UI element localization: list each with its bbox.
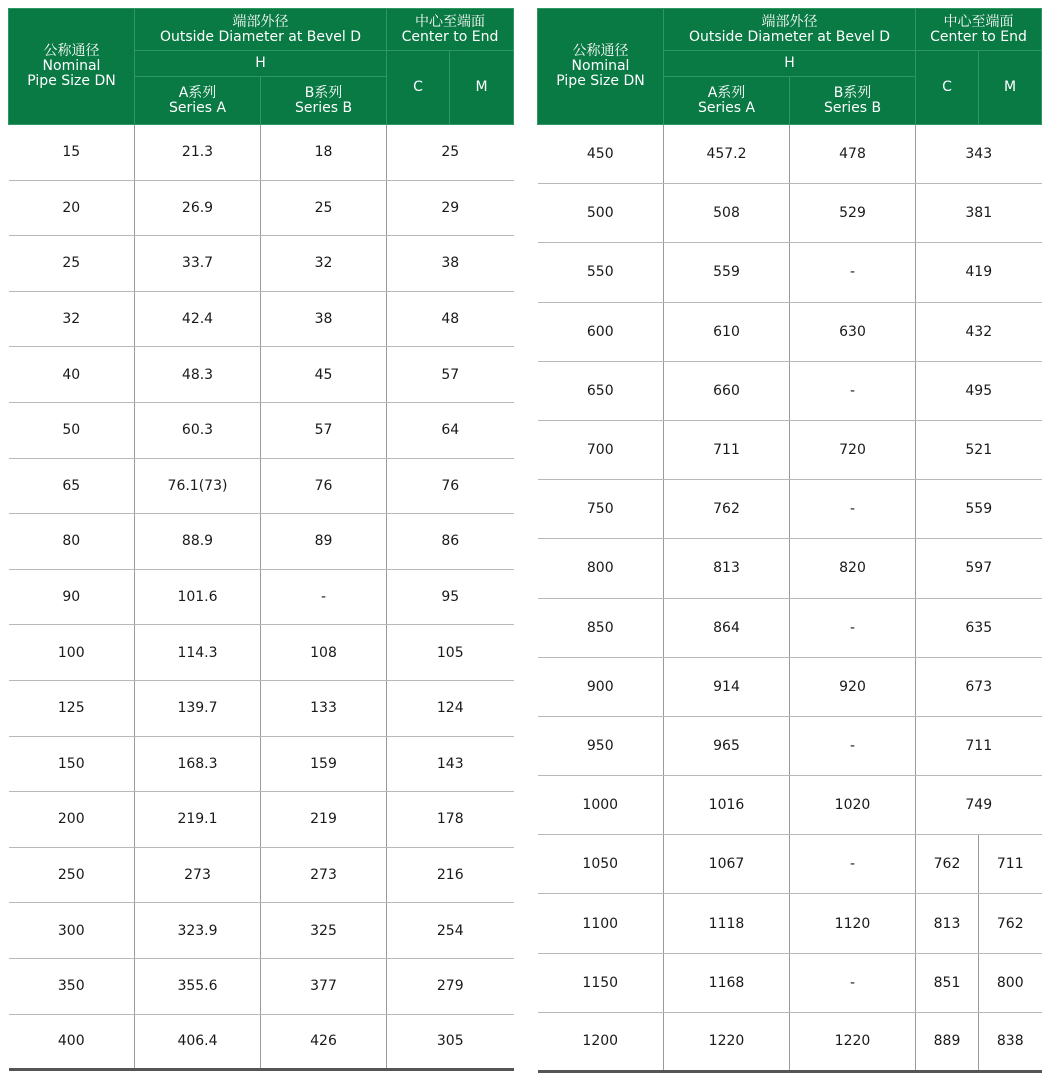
cell-dn: 850 bbox=[538, 598, 664, 657]
cell-dn: 350 bbox=[9, 958, 135, 1014]
cell-series-a: 168.3 bbox=[135, 736, 261, 792]
table-row bbox=[538, 420, 1042, 479]
header-series-b-en: Series B bbox=[823, 99, 882, 116]
cell-center-to-end: 279 bbox=[387, 958, 514, 1014]
header-series-b bbox=[261, 77, 387, 125]
header-h: H bbox=[135, 51, 387, 77]
cell-series-b: 108 bbox=[261, 625, 387, 681]
table-row bbox=[9, 291, 514, 347]
table-row bbox=[538, 776, 1042, 835]
cell-series-b: 76 bbox=[261, 458, 387, 514]
header-od-cn: 端部外径 bbox=[761, 13, 818, 30]
cell-dn: 32 bbox=[9, 291, 135, 347]
header-series-a bbox=[664, 77, 790, 125]
header-nominal-pipe-size bbox=[538, 9, 664, 125]
cell-series-b: 1220 bbox=[790, 1012, 916, 1071]
header-ce-en: Center to End bbox=[401, 28, 499, 45]
cell-dn: 800 bbox=[538, 539, 664, 598]
table-row bbox=[538, 657, 1042, 716]
cell-dn: 125 bbox=[9, 680, 135, 736]
cell-center-to-end: 597 bbox=[916, 539, 1042, 598]
cell-series-a: 76.1(73) bbox=[135, 458, 261, 514]
header-c: C bbox=[916, 51, 979, 125]
header-m: M bbox=[979, 51, 1042, 125]
table-row bbox=[538, 302, 1042, 361]
header-dn-en1: Nominal bbox=[571, 58, 630, 74]
table-row bbox=[9, 569, 514, 625]
cell-series-a: 33.7 bbox=[135, 236, 261, 292]
cell-series-a: 1067 bbox=[664, 835, 790, 894]
cell-dn: 25 bbox=[9, 236, 135, 292]
pipe-size-table-right bbox=[537, 8, 1042, 1073]
cell-series-a: 42.4 bbox=[135, 291, 261, 347]
cell-series-a: 610 bbox=[664, 302, 790, 361]
table-row bbox=[9, 680, 514, 736]
cell-center-to-end: 64 bbox=[387, 402, 514, 458]
cell-series-b: 273 bbox=[261, 847, 387, 903]
header-series-a-en: Series A bbox=[697, 99, 756, 116]
cell-series-a: 48.3 bbox=[135, 347, 261, 403]
cell-m: 762 bbox=[979, 894, 1042, 953]
cell-dn: 300 bbox=[9, 903, 135, 959]
cell-dn: 750 bbox=[538, 480, 664, 539]
cell-dn: 1100 bbox=[538, 894, 664, 953]
header-series-a bbox=[135, 77, 261, 125]
table-row bbox=[9, 347, 514, 403]
cell-dn: 40 bbox=[9, 347, 135, 403]
cell-series-b: - bbox=[790, 953, 916, 1012]
cell-series-a: 559 bbox=[664, 243, 790, 302]
cell-series-a: 323.9 bbox=[135, 903, 261, 959]
cell-series-b: 529 bbox=[790, 184, 916, 243]
cell-center-to-end: 432 bbox=[916, 302, 1042, 361]
cell-series-a: 273 bbox=[135, 847, 261, 903]
cell-center-to-end: 48 bbox=[387, 291, 514, 347]
header-od-en: Outside Diameter at Bevel D bbox=[688, 28, 891, 45]
header-series-b-cn: B系列 bbox=[833, 84, 872, 101]
table-row bbox=[9, 236, 514, 292]
cell-dn: 1150 bbox=[538, 953, 664, 1012]
cell-series-b: 426 bbox=[261, 1014, 387, 1070]
cell-series-a: 355.6 bbox=[135, 958, 261, 1014]
cell-center-to-end: 711 bbox=[916, 716, 1042, 775]
cell-series-a: 88.9 bbox=[135, 514, 261, 570]
header-h: H bbox=[664, 51, 916, 77]
cell-series-b: 630 bbox=[790, 302, 916, 361]
cell-dn: 400 bbox=[9, 1014, 135, 1070]
cell-series-a: 711 bbox=[664, 420, 790, 479]
cell-center-to-end: 495 bbox=[916, 361, 1042, 420]
table-row bbox=[538, 480, 1042, 539]
cell-c: 813 bbox=[916, 894, 979, 953]
table-row bbox=[9, 180, 514, 236]
table-row bbox=[9, 958, 514, 1014]
cell-series-b: 219 bbox=[261, 792, 387, 848]
cell-series-b: - bbox=[790, 361, 916, 420]
cell-series-a: 1118 bbox=[664, 894, 790, 953]
cell-series-b: - bbox=[790, 835, 916, 894]
cell-center-to-end: 635 bbox=[916, 598, 1042, 657]
cell-dn: 1000 bbox=[538, 776, 664, 835]
table-row bbox=[9, 458, 514, 514]
cell-dn: 20 bbox=[9, 180, 135, 236]
header-c: C bbox=[387, 51, 450, 125]
cell-series-b: 38 bbox=[261, 291, 387, 347]
cell-dn: 1200 bbox=[538, 1012, 664, 1071]
cell-dn: 250 bbox=[9, 847, 135, 903]
cell-series-a: 914 bbox=[664, 657, 790, 716]
table-row bbox=[9, 625, 514, 681]
cell-center-to-end: 305 bbox=[387, 1014, 514, 1070]
cell-series-b: 25 bbox=[261, 180, 387, 236]
cell-series-b: - bbox=[790, 480, 916, 539]
table-row bbox=[9, 903, 514, 959]
cell-series-b: 820 bbox=[790, 539, 916, 598]
cell-center-to-end: 76 bbox=[387, 458, 514, 514]
cell-series-b: - bbox=[790, 243, 916, 302]
header-series-b-cn: B系列 bbox=[304, 84, 343, 101]
cell-dn: 550 bbox=[538, 243, 664, 302]
header-series-b bbox=[790, 77, 916, 125]
cell-dn: 900 bbox=[538, 657, 664, 716]
table-row bbox=[538, 361, 1042, 420]
header-ce-cn: 中心至端面 bbox=[943, 13, 1014, 30]
cell-series-b: 920 bbox=[790, 657, 916, 716]
cell-series-a: 219.1 bbox=[135, 792, 261, 848]
pipe-size-table-left bbox=[8, 8, 514, 1071]
cell-series-b: 1020 bbox=[790, 776, 916, 835]
cell-series-a: 864 bbox=[664, 598, 790, 657]
header-dn-cn: 公称通径 bbox=[572, 43, 629, 59]
cell-center-to-end: 25 bbox=[387, 125, 514, 181]
table-row bbox=[538, 953, 1042, 1012]
cell-dn: 200 bbox=[9, 792, 135, 848]
cell-dn: 15 bbox=[9, 125, 135, 181]
table-row bbox=[9, 514, 514, 570]
cell-series-a: 660 bbox=[664, 361, 790, 420]
header-dn-cn: 公称通径 bbox=[43, 43, 100, 59]
cell-dn: 650 bbox=[538, 361, 664, 420]
cell-series-a: 1016 bbox=[664, 776, 790, 835]
cell-c: 762 bbox=[916, 835, 979, 894]
cell-center-to-end: 178 bbox=[387, 792, 514, 848]
cell-center-to-end: 216 bbox=[387, 847, 514, 903]
cell-series-b: 159 bbox=[261, 736, 387, 792]
header-center-to-end bbox=[387, 9, 514, 51]
table-row bbox=[9, 792, 514, 848]
table-row bbox=[538, 243, 1042, 302]
table-row bbox=[9, 736, 514, 792]
cell-dn: 1050 bbox=[538, 835, 664, 894]
cell-center-to-end: 124 bbox=[387, 680, 514, 736]
header-od-cn: 端部外径 bbox=[232, 13, 289, 30]
header-dn-en2: Pipe Size DN bbox=[27, 73, 116, 89]
header-od-en: Outside Diameter at Bevel D bbox=[159, 28, 362, 45]
cell-center-to-end: 57 bbox=[387, 347, 514, 403]
cell-series-b: 57 bbox=[261, 402, 387, 458]
cell-center-to-end: 673 bbox=[916, 657, 1042, 716]
cell-series-a: 1220 bbox=[664, 1012, 790, 1071]
table-row bbox=[538, 716, 1042, 775]
cell-series-a: 406.4 bbox=[135, 1014, 261, 1070]
cell-center-to-end: 559 bbox=[916, 480, 1042, 539]
header-series-a-cn: A系列 bbox=[707, 84, 746, 101]
cell-series-b: - bbox=[790, 598, 916, 657]
cell-series-a: 508 bbox=[664, 184, 790, 243]
table-row bbox=[538, 835, 1042, 894]
cell-dn: 100 bbox=[9, 625, 135, 681]
cell-center-to-end: 749 bbox=[916, 776, 1042, 835]
header-ce-en: Center to End bbox=[930, 28, 1027, 45]
cell-series-a: 457.2 bbox=[664, 125, 790, 184]
table-row bbox=[9, 402, 514, 458]
cell-dn: 600 bbox=[538, 302, 664, 361]
header-series-b-en: Series B bbox=[294, 99, 353, 116]
header-center-to-end bbox=[916, 9, 1042, 51]
cell-series-b: 45 bbox=[261, 347, 387, 403]
cell-series-b: 18 bbox=[261, 125, 387, 181]
cell-series-a: 813 bbox=[664, 539, 790, 598]
cell-series-b: - bbox=[790, 716, 916, 775]
header-ce-cn: 中心至端面 bbox=[415, 13, 485, 30]
cell-center-to-end: 254 bbox=[387, 903, 514, 959]
header-dn-en2: Pipe Size DN bbox=[556, 73, 645, 89]
table-row bbox=[538, 539, 1042, 598]
cell-center-to-end: 521 bbox=[916, 420, 1042, 479]
table-row bbox=[9, 847, 514, 903]
cell-series-a: 965 bbox=[664, 716, 790, 775]
cell-dn: 65 bbox=[9, 458, 135, 514]
cell-m: 711 bbox=[979, 835, 1042, 894]
header-nominal-pipe-size bbox=[9, 9, 135, 125]
cell-series-a: 139.7 bbox=[135, 680, 261, 736]
cell-series-a: 60.3 bbox=[135, 402, 261, 458]
header-outside-diameter bbox=[664, 9, 916, 51]
cell-series-b: - bbox=[261, 569, 387, 625]
header-series-a-en: Series A bbox=[168, 99, 227, 116]
cell-series-b: 325 bbox=[261, 903, 387, 959]
cell-series-a: 1168 bbox=[664, 953, 790, 1012]
cell-center-to-end: 143 bbox=[387, 736, 514, 792]
header-outside-diameter bbox=[135, 9, 387, 51]
table-row bbox=[538, 184, 1042, 243]
cell-center-to-end: 38 bbox=[387, 236, 514, 292]
cell-dn: 700 bbox=[538, 420, 664, 479]
table-row bbox=[9, 1014, 514, 1070]
cell-center-to-end: 95 bbox=[387, 569, 514, 625]
cell-dn: 150 bbox=[9, 736, 135, 792]
cell-series-b: 377 bbox=[261, 958, 387, 1014]
header-dn-en1: Nominal bbox=[42, 58, 101, 74]
cell-series-a: 762 bbox=[664, 480, 790, 539]
cell-center-to-end: 343 bbox=[916, 125, 1042, 184]
cell-dn: 90 bbox=[9, 569, 135, 625]
cell-dn: 450 bbox=[538, 125, 664, 184]
cell-dn: 500 bbox=[538, 184, 664, 243]
cell-dn: 50 bbox=[9, 402, 135, 458]
cell-series-b: 720 bbox=[790, 420, 916, 479]
cell-series-b: 1120 bbox=[790, 894, 916, 953]
cell-series-a: 101.6 bbox=[135, 569, 261, 625]
cell-c: 889 bbox=[916, 1012, 979, 1071]
cell-series-a: 114.3 bbox=[135, 625, 261, 681]
table-row bbox=[538, 125, 1042, 184]
header-m: M bbox=[450, 51, 514, 125]
cell-m: 838 bbox=[979, 1012, 1042, 1071]
table-row bbox=[538, 598, 1042, 657]
cell-c: 851 bbox=[916, 953, 979, 1012]
cell-center-to-end: 419 bbox=[916, 243, 1042, 302]
cell-series-a: 21.3 bbox=[135, 125, 261, 181]
header-series-a-cn: A系列 bbox=[178, 84, 217, 101]
cell-center-to-end: 381 bbox=[916, 184, 1042, 243]
cell-series-b: 478 bbox=[790, 125, 916, 184]
cell-dn: 950 bbox=[538, 716, 664, 775]
cell-center-to-end: 105 bbox=[387, 625, 514, 681]
cell-m: 800 bbox=[979, 953, 1042, 1012]
cell-center-to-end: 86 bbox=[387, 514, 514, 570]
table-row bbox=[538, 1012, 1042, 1071]
cell-series-b: 32 bbox=[261, 236, 387, 292]
table-row bbox=[9, 125, 514, 181]
cell-series-b: 133 bbox=[261, 680, 387, 736]
cell-series-a: 26.9 bbox=[135, 180, 261, 236]
cell-dn: 80 bbox=[9, 514, 135, 570]
cell-series-b: 89 bbox=[261, 514, 387, 570]
table-row bbox=[538, 894, 1042, 953]
cell-center-to-end: 29 bbox=[387, 180, 514, 236]
